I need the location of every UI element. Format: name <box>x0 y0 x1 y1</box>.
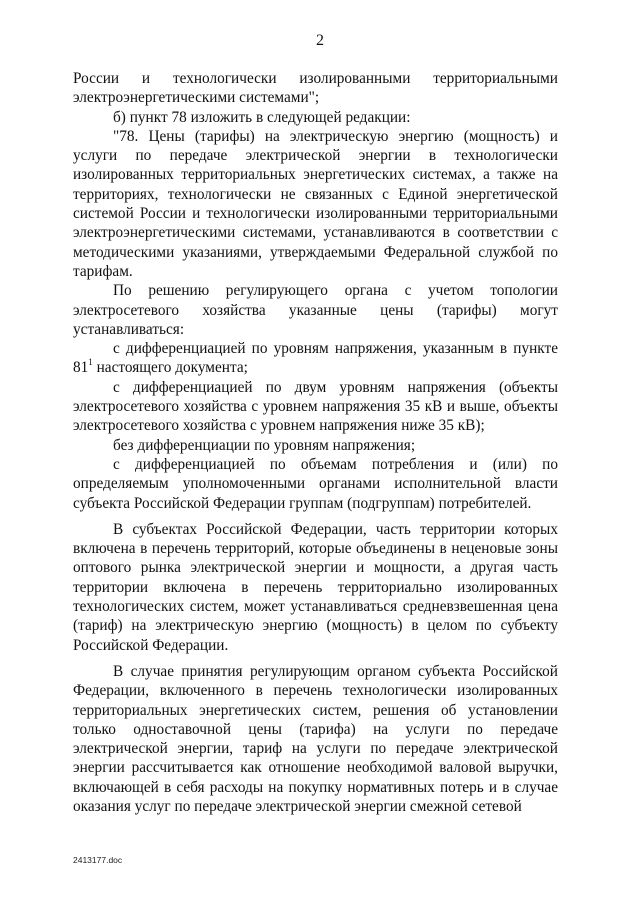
paragraph-two-voltage-levels: с дифференциацией по двум уровням напряжения (объекты электросетевого хозяйства с уровнем напряжения 35 кВ и выше, объекты электросетевого хозяйства с уровнем напряжения ниже 35 кВ); <box>73 378 558 435</box>
paragraph-consumption-volume: с дифференциацией по объемам потребления и (или) по определяемым уполномоченными органами исполнительной власти субъекта Российской Федерации группам (подгруппам) потребителей. <box>73 455 558 512</box>
footnote-superscript: 1 <box>88 357 93 368</box>
paragraph-regulator-decision: По решению регулирующего органа с учетом топологии электросетевого хозяйства указанные цены (тарифы) могут устанавливаться: <box>73 282 558 338</box>
file-reference: 2413177.doc <box>73 855 123 865</box>
voltage-text: с дифференциацией по уровням напряжения, указанным в пункте 81 <box>73 340 558 377</box>
paragraph-single-rate-tariff: В случае принятия регулирующим органом субъекта Российской Федерации, включенного в перечень технологически изолированных территориальных энергетических систем, решения об установлении только одноставочной цены (тарифа) на услуги по передаче электрической энергии, тариф на услуги по передаче электрической энергии рассчитывается как отношение необходимой валовой выручки, включающей в себя расходы на покупку нормативных потерь и в случае оказания услуг по передаче электрической энергии смежной сетевой <box>73 662 558 815</box>
paragraph-item-b: б) пункт 78 изложить в следующей редакции: <box>113 108 411 126</box>
paragraph-no-differentiation: без дифференциации по уровням напряжения; <box>113 436 416 454</box>
paragraph-subjects-federation: В субъектах Российской Федерации, часть территории которых включена в перечень территорий, которые объединены в неценовые зоны оптового рынка электрической энергии и мощности, а другая часть территории включена в перечень территориально изолированных технологических систем, может устанавливаться средневзвешенная цена (тариф) на электрическую энергию (мощность) в целом по субъекту Российской Федерации. <box>73 520 558 654</box>
voltage-text-end: настоящего документа; <box>92 359 248 377</box>
document-body <box>73 69 558 816</box>
page-number: 2 <box>316 32 324 49</box>
paragraph-point-78: "78. Цены (тарифы) на электрическую энергию (мощность) и услуги по передаче электрической энергии в технологически изолированных территориальных энергетических системах, а также на территориях, технологически не связанных с Единой энергетической системой России и технологически изолированными территориальными электроэнергетическими системами, устанавливаются в соответствии с методическими указаниями, утверждаемыми Федеральной службой по тарифам. <box>73 127 558 280</box>
paragraph-continuation: России и технологически изолированными территориальными электроэнергетическими системами"; <box>73 70 558 107</box>
paragraph-voltage-differentiation <box>73 339 558 378</box>
